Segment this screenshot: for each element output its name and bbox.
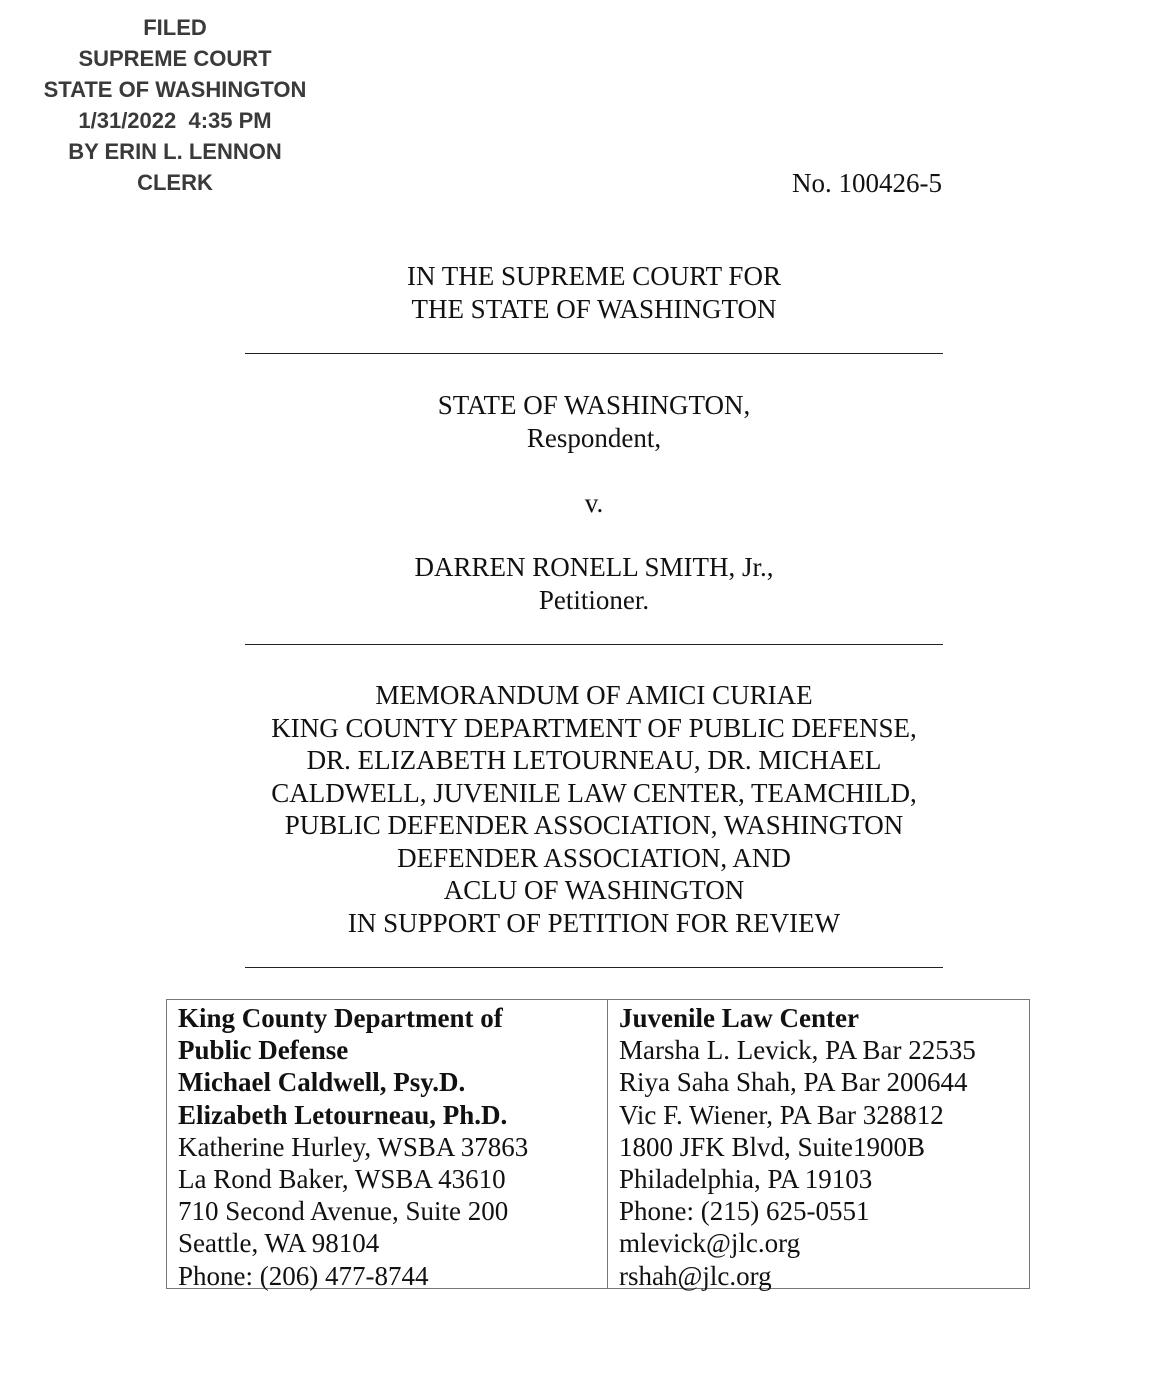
- filing-stamp: [20, 12, 330, 198]
- counsel-line: 1800 JFK Blvd, Suite1900B: [619, 1131, 926, 1162]
- title-line: PUBLIC DEFENDER ASSOCIATION, WASHINGTON: [284, 810, 904, 840]
- memorandum-title: [0, 679, 1174, 939]
- stamp-line: SUPREME COURT: [78, 46, 272, 71]
- counsel-line: Vic F. Wiener, PA Bar 328812: [619, 1099, 944, 1130]
- stamp-line: 1/31/2022 4:35 PM: [78, 108, 272, 133]
- title-line: IN SUPPORT OF PETITION FOR REVIEW: [347, 907, 841, 938]
- counsel-line: King County Department of: [178, 1003, 503, 1033]
- respondent-name: STATE OF WASHINGTON,: [437, 390, 751, 420]
- counsel-line: Public Defense: [178, 1035, 349, 1066]
- case-number: No. 100426-5: [792, 168, 942, 198]
- petitioner-role: Petitioner.: [538, 584, 650, 615]
- court-line: IN THE SUPREME COURT FOR: [407, 261, 781, 291]
- counsel-line: Juvenile Law Center: [619, 1003, 859, 1033]
- versus: [0, 487, 1174, 520]
- stamp-line: BY ERIN L. LENNON: [68, 139, 282, 164]
- title-line: DR. ELIZABETH LETOURNEAU, DR. MICHAEL: [306, 745, 882, 775]
- petitioner-name: DARREN RONELL SMITH, Jr.,: [414, 552, 774, 582]
- counsel-line: Phone: (206) 477-8744: [178, 1260, 429, 1291]
- petitioner-block: [0, 551, 1174, 616]
- divider: [245, 353, 943, 354]
- stamp-line: CLERK: [137, 170, 213, 195]
- counsel-line: La Rond Baker, WSBA 43610: [178, 1164, 506, 1195]
- counsel-line: Katherine Hurley, WSBA 37863: [178, 1131, 529, 1162]
- respondent-role: Respondent,: [526, 422, 662, 453]
- counsel-line: Riya Saha Shah, PA Bar 200644: [619, 1067, 968, 1098]
- title-line: ACLU OF WASHINGTON: [443, 875, 745, 905]
- counsel-line: Phone: (215) 625-0551: [619, 1196, 870, 1227]
- counsel-line: Marsha L. Levick, PA Bar 22535: [619, 1035, 976, 1066]
- divider: [245, 967, 943, 968]
- counsel-line: 710 Second Avenue, Suite 200: [178, 1196, 509, 1227]
- stamp-line: FILED: [143, 15, 207, 40]
- title-line: DEFENDER ASSOCIATION, AND: [397, 842, 791, 873]
- email-link[interactable]: rshah@jlc.org: [619, 1260, 772, 1291]
- counsel-line: Seattle, WA 98104: [178, 1228, 380, 1259]
- versus-text: v.: [584, 488, 604, 518]
- counsel-right-cell: [608, 1000, 1029, 1291]
- counsel-line: Michael Caldwell, Psy.D.: [178, 1067, 466, 1098]
- stamp-line: STATE OF WASHINGTON: [43, 77, 307, 102]
- email-link[interactable]: mlevick@jlc.org: [619, 1228, 801, 1259]
- respondent-block: [0, 389, 1174, 454]
- court-caption: [0, 260, 1174, 325]
- counsel-line: Philadelphia, PA 19103: [619, 1164, 873, 1195]
- title-line: MEMORANDUM OF AMICI CURIAE: [375, 680, 813, 710]
- court-line: THE STATE OF WASHINGTON: [411, 293, 777, 324]
- divider: [245, 644, 943, 645]
- title-line: KING COUNTY DEPARTMENT OF PUBLIC DEFENSE,: [271, 712, 917, 743]
- counsel-left-cell: [167, 1000, 608, 1291]
- counsel-table: [166, 999, 1030, 1289]
- title-line: CALDWELL, JUVENILE LAW CENTER, TEAMCHILD,: [271, 777, 917, 808]
- counsel-line: Elizabeth Letourneau, Ph.D.: [178, 1099, 508, 1130]
